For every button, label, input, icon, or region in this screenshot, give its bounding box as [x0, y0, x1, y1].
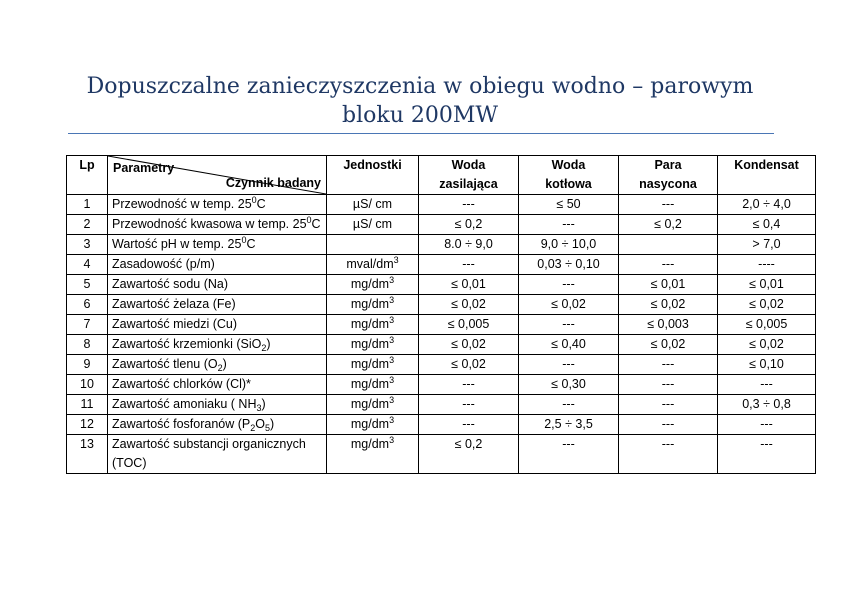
table-body: [67, 195, 816, 474]
cell-boiler-water: ---: [519, 395, 619, 415]
cell-lp: 3: [67, 235, 108, 255]
cell-feed-water: ≤ 0,02: [419, 335, 519, 355]
cell-condensate: ≤ 0,4: [718, 215, 816, 235]
table-row: [67, 375, 816, 395]
cell-steam: ---: [619, 195, 718, 215]
header-parameters: Parametry: [113, 161, 175, 175]
cell-unit: [327, 235, 419, 255]
header-boiler-water: Woda kotłowa: [519, 156, 619, 195]
cell-steam: ---: [619, 395, 718, 415]
cell-parameter: Zawartość sodu (Na): [108, 275, 327, 295]
cell-condensate: 2,0 ÷ 4,0: [718, 195, 816, 215]
cell-feed-water: ≤ 0,02: [419, 355, 519, 375]
header-feed-water: Woda zasilająca: [419, 156, 519, 195]
cell-condensate: ----: [718, 255, 816, 275]
cell-unit: µS/ cm: [327, 195, 419, 215]
cell-unit: $mg/dm^3$: [327, 395, 419, 415]
cell-unit: $mg/dm^3$: [327, 415, 419, 435]
table-row: [67, 315, 816, 335]
cell-boiler-water: ≤ 0,30: [519, 375, 619, 395]
cell-lp: 11: [67, 395, 108, 415]
cell-unit: mval/$dm^3$: [327, 255, 419, 275]
cell-boiler-water: ---: [519, 275, 619, 295]
table-row: [67, 415, 816, 435]
table-header-row: [67, 156, 816, 195]
cell-steam: ---: [619, 415, 718, 435]
cell-steam: [619, 235, 718, 255]
cell-condensate: ---: [718, 435, 816, 474]
cell-steam: ≤ 0,003: [619, 315, 718, 335]
cell-feed-water: ≤ 0,2: [419, 215, 519, 235]
header-unit: Jednostki: [327, 156, 419, 195]
cell-lp: 5: [67, 275, 108, 295]
header-medium: Czynnik badany: [225, 176, 321, 190]
cell-condensate: ≤ 0,005: [718, 315, 816, 335]
cell-lp: 4: [67, 255, 108, 275]
cell-feed-water: ≤ 0,01: [419, 275, 519, 295]
cell-feed-water: 8.0 ÷ 9,0: [419, 235, 519, 255]
cell-feed-water: ---: [419, 375, 519, 395]
cell-lp: 9: [67, 355, 108, 375]
table-row: [67, 395, 816, 415]
cell-boiler-water: 2,5 ÷ 3,5: [519, 415, 619, 435]
cell-parameter: Zawartość krzemionki (SiO$_2$): [108, 335, 327, 355]
document-title: [66, 72, 774, 130]
table-row: [67, 435, 816, 474]
table-row: [67, 215, 816, 235]
cell-condensate: 0,3 ÷ 0,8: [718, 395, 816, 415]
cell-feed-water: ≤ 0,005: [419, 315, 519, 335]
cell-parameter: Zasadowość (p/m): [108, 255, 327, 275]
table-row: [67, 235, 816, 255]
cell-steam: ---: [619, 355, 718, 375]
cell-parameter: Zawartość chlorków (Cl)*: [108, 375, 327, 395]
cell-unit: $mg/dm^3$: [327, 335, 419, 355]
cell-steam: ---: [619, 375, 718, 395]
table-row: [67, 335, 816, 355]
table-row: [67, 275, 816, 295]
cell-steam: ---: [619, 255, 718, 275]
cell-feed-water: ---: [419, 415, 519, 435]
cell-boiler-water: ---: [519, 355, 619, 375]
cell-boiler-water: 9,0 ÷ 10,0: [519, 235, 619, 255]
cell-condensate: ≤ 0,01: [718, 275, 816, 295]
cell-condensate: ≤ 0,02: [718, 295, 816, 315]
cell-boiler-water: ≤ 0,02: [519, 295, 619, 315]
cell-lp: 7: [67, 315, 108, 335]
cell-parameter: Zawartość żelaza (Fe): [108, 295, 327, 315]
cell-feed-water: ---: [419, 395, 519, 415]
cell-parameter: Wartość pH w temp. $25^0C$: [108, 235, 327, 255]
cell-feed-water: ≤ 0,2: [419, 435, 519, 474]
cell-lp: 13: [67, 435, 108, 474]
cell-lp: 12: [67, 415, 108, 435]
cell-steam: ≤ 0,02: [619, 295, 718, 315]
header-saturated-steam: Para nasycona: [619, 156, 718, 195]
cell-boiler-water: ---: [519, 315, 619, 335]
cell-lp: 1: [67, 195, 108, 215]
cell-boiler-water: ≤ 0,40: [519, 335, 619, 355]
cell-parameter: Zawartość tlenu $(O_2)$: [108, 355, 327, 375]
cell-feed-water: ≤ 0,02: [419, 295, 519, 315]
cell-unit: $mg/dm^3$: [327, 295, 419, 315]
header-parameters-diagonal: [108, 156, 327, 195]
cell-condensate: ---: [718, 415, 816, 435]
cell-lp: 8: [67, 335, 108, 355]
header-lp: Lp: [67, 156, 108, 195]
cell-condensate: > 7,0: [718, 235, 816, 255]
cell-unit: $mg/dm^3$: [327, 355, 419, 375]
table-row: [67, 195, 816, 215]
header-condensate: Kondensat: [718, 156, 816, 195]
cell-condensate: ---: [718, 375, 816, 395]
cell-lp: 2: [67, 215, 108, 235]
cell-unit: µS/ cm: [327, 215, 419, 235]
cell-boiler-water: ---: [519, 215, 619, 235]
cell-lp: 6: [67, 295, 108, 315]
cell-steam: ≤ 0,2: [619, 215, 718, 235]
cell-boiler-water: 0,03 ÷ 0,10: [519, 255, 619, 275]
cell-feed-water: ---: [419, 255, 519, 275]
table-row: [67, 355, 816, 375]
cell-feed-water: ---: [419, 195, 519, 215]
title-line-2: bloku 200MW: [342, 103, 498, 128]
cell-steam: ≤ 0,01: [619, 275, 718, 295]
title-underline: [68, 133, 774, 134]
cell-parameter: Przewodność w temp. $25^0C$: [108, 195, 327, 215]
cell-boiler-water: ≤ 50: [519, 195, 619, 215]
cell-parameter: Zawartość fosforanów $(P_2O_5)$: [108, 415, 327, 435]
table-row: [67, 295, 816, 315]
title-line-1: Dopuszczalne zanieczyszczenia w obiegu wodno – parowym: [86, 74, 754, 99]
cell-parameter: Przewodność kwasowa w temp. $25^0C$: [108, 215, 327, 235]
cell-parameter: Zawartość miedzi (Cu): [108, 315, 327, 335]
cell-steam: ≤ 0,02: [619, 335, 718, 355]
cell-unit: $mg/dm^3$: [327, 435, 419, 474]
cell-steam: ---: [619, 435, 718, 474]
cell-unit: $mg/dm^3$: [327, 315, 419, 335]
cell-condensate: ≤ 0,02: [718, 335, 816, 355]
cell-condensate: ≤ 0,10: [718, 355, 816, 375]
cell-lp: 10: [67, 375, 108, 395]
table-row: [67, 255, 816, 275]
cell-unit: $mg/dm^3$: [327, 375, 419, 395]
contaminants-table: [66, 155, 816, 474]
cell-parameter: Zawartość amoniaku ( $NH_3$): [108, 395, 327, 415]
cell-parameter: Zawartość substancji organicznych (TOC): [108, 435, 327, 474]
cell-unit: $mg/dm^3$: [327, 275, 419, 295]
cell-boiler-water: ---: [519, 435, 619, 474]
